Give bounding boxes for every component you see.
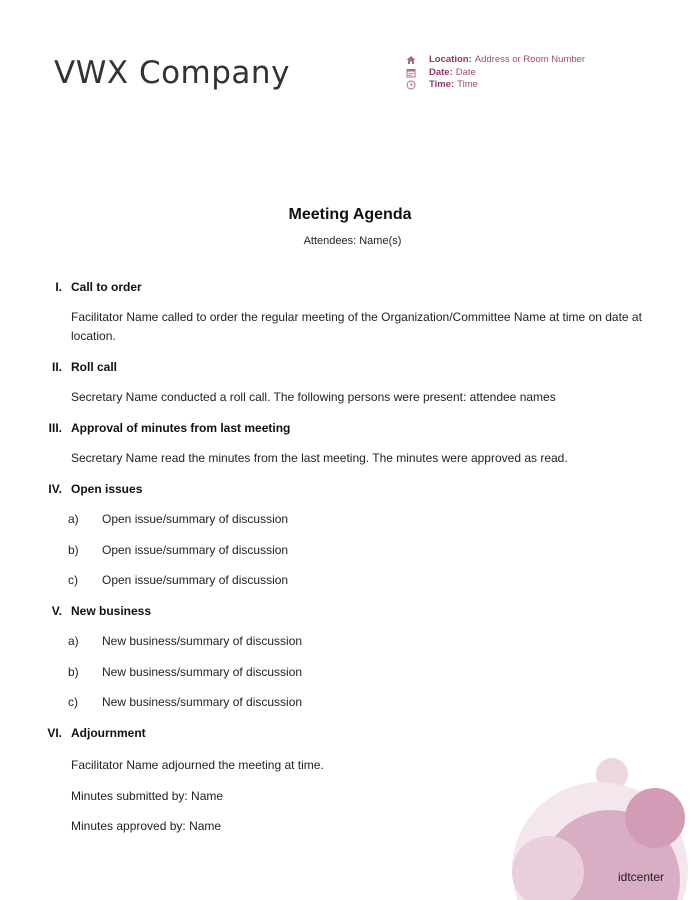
list-item-letter: a): [68, 634, 79, 648]
date-value: Date: [455, 66, 476, 78]
section-heading: Call to order: [71, 280, 142, 294]
page-title: Meeting Agenda: [288, 206, 412, 223]
company-name: VWX Company: [54, 55, 290, 91]
list-item-letter: b): [68, 543, 79, 557]
list-item-letter: b): [68, 665, 79, 679]
list-item: New business/summary of discussion: [102, 665, 303, 679]
section-number: I.: [55, 280, 62, 294]
section-number: II.: [51, 360, 62, 374]
list-item: Open issue/summary of discussion: [102, 512, 289, 526]
date-row: [406, 67, 585, 80]
list-item-letter: c): [68, 573, 78, 587]
clock-icon: [406, 80, 416, 90]
date-label: Date:: [429, 66, 453, 78]
attendees-line: Attendees: Name(s): [303, 235, 402, 247]
list-item: New business/summary of discussion: [102, 634, 303, 648]
section-text: Secretary Name read the minutes from the last meeting. The minutes were approved as read.: [71, 451, 568, 465]
section-text: Facilitator Name adjourned the meeting at time.: [71, 758, 324, 772]
section-number: III.: [48, 421, 62, 435]
section-heading: New business: [71, 604, 152, 618]
section-number: VI.: [47, 726, 62, 740]
location-row: [406, 54, 585, 67]
section-text: Facilitator Name called to order the regular meeting of the Organization/Committee Name at time on date at location.: [71, 310, 642, 343]
location-value: Address or Room Number: [474, 54, 586, 65]
section-number: V.: [51, 604, 62, 618]
section-heading: Roll call: [71, 360, 118, 374]
list-item-letter: c): [68, 695, 78, 709]
time-value: Time: [457, 79, 478, 90]
list-item: Open issue/summary of discussion: [102, 543, 289, 557]
brand-watermark: idtcenter: [618, 870, 665, 884]
section-heading: Adjournment: [71, 726, 146, 740]
section-number: IV.: [48, 482, 62, 496]
section-heading: Approval of minutes from last meeting: [71, 421, 291, 435]
list-item: Open issue/summary of discussion: [102, 573, 289, 587]
section-heading: Open issues: [71, 482, 143, 496]
list-item: New business/summary of discussion: [102, 695, 303, 709]
home-icon: [406, 55, 416, 65]
section-text: Secretary Name conducted a roll call. The following persons were present: attendee names: [71, 390, 556, 404]
calendar-icon: [406, 68, 416, 78]
section-text: Minutes submitted by: Name: [71, 789, 224, 803]
time-row: [406, 79, 585, 92]
meeting-info: [406, 54, 585, 92]
list-item-letter: a): [68, 512, 79, 526]
section-text: Minutes approved by: Name: [71, 819, 222, 833]
time-label: Time:: [429, 79, 455, 90]
location-label: Location:: [429, 54, 472, 65]
